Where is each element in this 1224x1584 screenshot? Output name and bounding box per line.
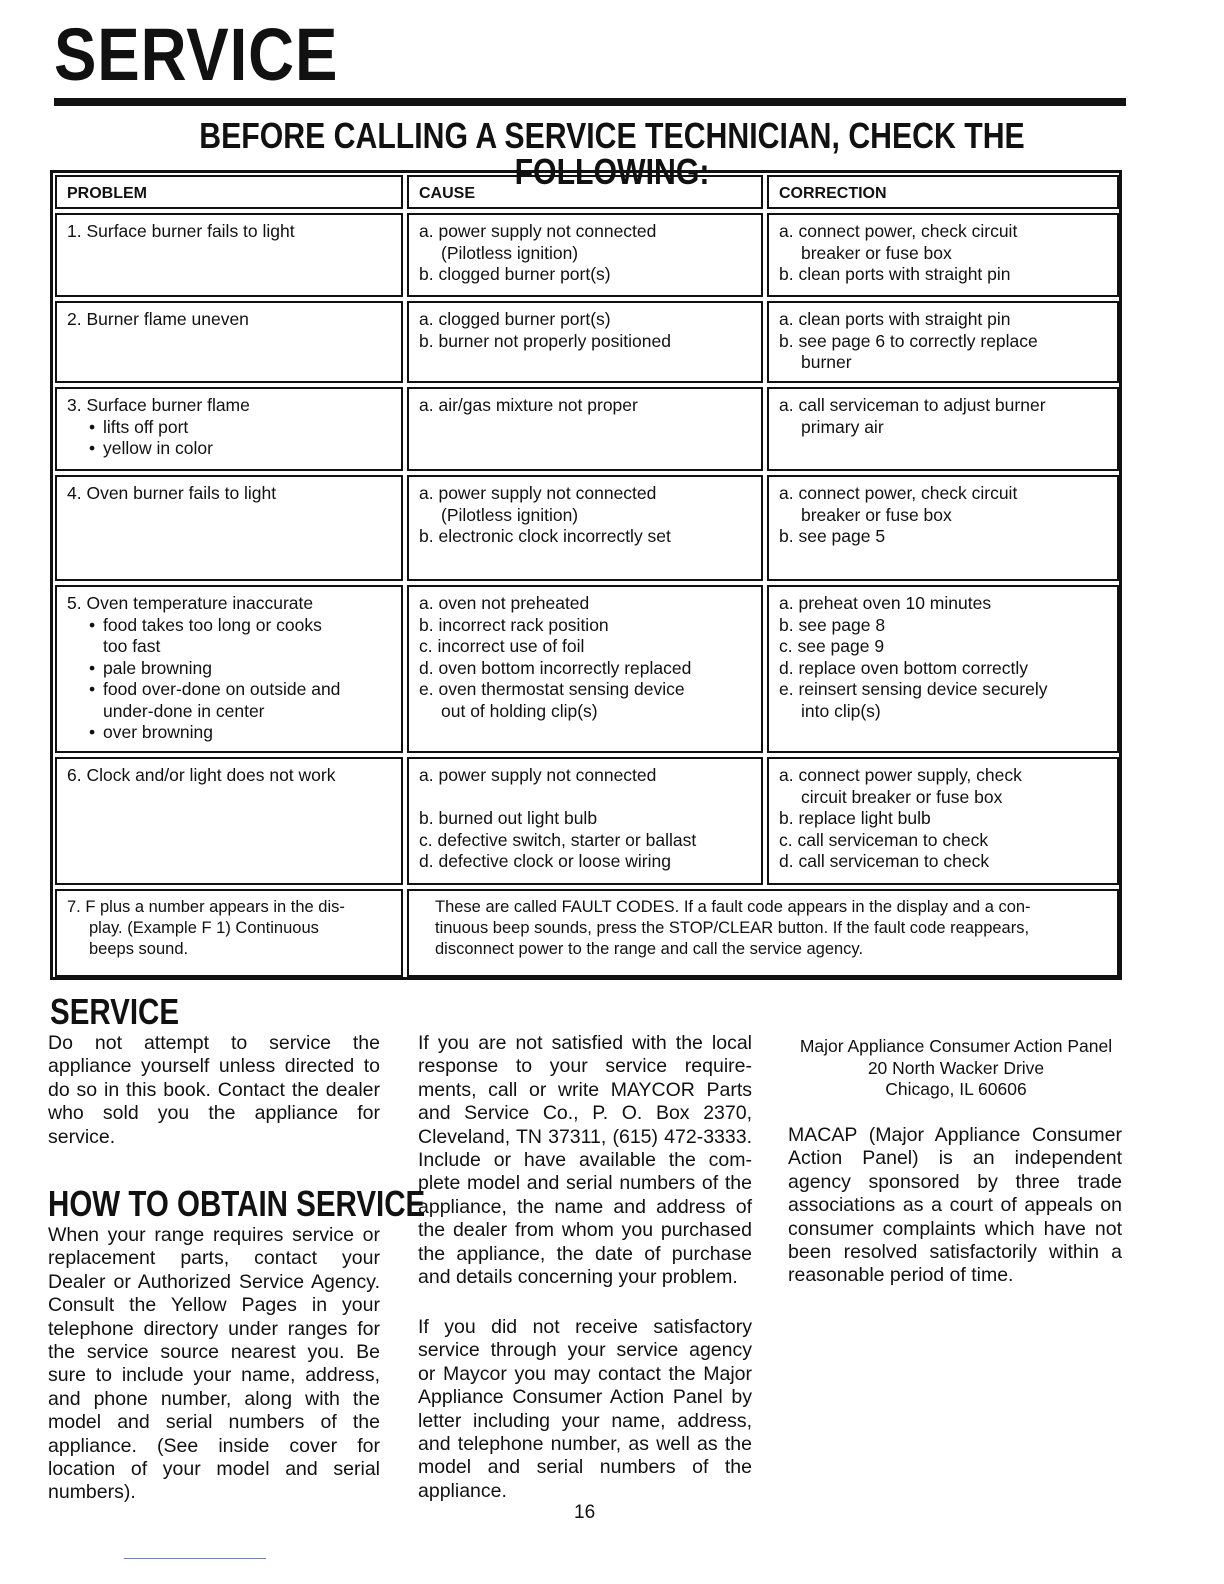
header-cause: CAUSE [407, 175, 763, 209]
row5-cause-d: d. oven bottom incorrectly replaced [419, 657, 692, 678]
row6-cause-spacer [419, 787, 751, 809]
row4-corr-b: b. see page 5 [779, 526, 886, 546]
page-number: 16 [574, 1502, 596, 1523]
row3-corr-a2: primary air [801, 416, 884, 437]
row6-cause-a: a. power supply not connected [419, 765, 657, 785]
row7-problem [55, 889, 403, 977]
row2-corr-b: b. see page 6 to correctly replace [779, 330, 1038, 351]
row5-corr-e2: into clip(s) [801, 700, 881, 721]
row6-correction [767, 757, 1119, 885]
row2-problem [55, 301, 403, 383]
macap-address [786, 1036, 1126, 1101]
row3-cause-a: a. air/gas mixture not proper [419, 395, 638, 415]
row3-correction [767, 387, 1119, 471]
row4-cause-a2: (Pilotless ignition) [441, 504, 579, 525]
row6-corr-c: c. call serviceman to check [779, 829, 989, 850]
row1-corr-b: b. clean ports with straight pin [779, 264, 1011, 284]
row3-cause [407, 387, 763, 471]
row5-correction [767, 585, 1119, 753]
row5-cause-b: b. incorrect rack position [419, 614, 609, 635]
row1-cause-a2: (Pilotless ignition) [441, 242, 579, 263]
row4-problem-line: 4. Oven burner fails to light [67, 483, 277, 503]
row1-correction [767, 213, 1119, 297]
row1-cause-b: b. clogged burner port(s) [419, 264, 611, 284]
maycor-paragraph: If you are not satisfied with the local response to your service require-ments, call or write MAYCOR Parts and Service Co., P. O. Box 2370, Cleveland, TN 37311, (615) 472-3333. Include or have available the com-plete model and serial numbers of the appliance, the name and address of the dealer from whom you purchased the appliance, the date of purchase and details concerning your problem. [418, 1032, 752, 1289]
row6-cause-d: d. defective clock or loose wiring [419, 851, 671, 871]
row5-problem-bullet: • pale browning [67, 658, 391, 680]
row5-corr-b: b. see page 8 [779, 614, 886, 635]
service-heading: SERVICE [50, 991, 180, 1032]
row1-problem [55, 213, 403, 297]
macap-description: MACAP (Major Appliance Consumer Action Panel) is an independent agency sponsored by three trade associations as a court of appeals on consumer complaints which have not been resolved satisfactorily within a reasonable period of time. [788, 1124, 1122, 1287]
row6-cause-c: c. defective switch, starter or ballast [419, 829, 697, 850]
row4-cause-b: b. electronic clock incorrectly set [419, 526, 671, 546]
address-line: 20 North Wacker Drive [867, 1057, 1045, 1078]
macap-contact-paragraph: If you did not receive satisfactory service through your service agency or Maycor you may contact the Major Appliance Consumer Action Panel by letter including your name, address, and telephone number, as well as the model and serial numbers of the appliance. [418, 1316, 752, 1502]
row2-cause-a: a. clogged burner port(s) [419, 309, 611, 329]
row5-problem-line: 5. Oven temperature inaccurate [67, 593, 314, 613]
header-correction: CORRECTION [767, 175, 1119, 209]
row2-corr-b2: burner [801, 352, 852, 372]
address-line: Major Appliance Consumer Action Panel [799, 1036, 1113, 1056]
address-line: Chicago, IL 60606 [885, 1079, 1027, 1099]
row5-cause-e2: out of holding clip(s) [441, 700, 598, 721]
row5-problem-cont: under-done in center [103, 700, 265, 721]
row5-problem-bullet: • over browning [67, 722, 391, 744]
row7-fault-line: disconnect power to the range and call the service agency. [435, 940, 864, 958]
row4-corr-a: a. connect power, check circuit [779, 483, 1018, 503]
row1-problem-line: 1. Surface burner fails to light [67, 221, 295, 241]
row7-problem-cont: beeps sound. [89, 940, 189, 958]
row6-problem [55, 757, 403, 885]
row5-problem-cont: too fast [103, 636, 161, 656]
row4-corr-a2: breaker or fuse box [801, 504, 952, 525]
row5-corr-a: a. preheat oven 10 minutes [779, 593, 992, 613]
row5-corr-d: d. replace oven bottom correctly [779, 657, 1029, 678]
row3-corr-a: a. call serviceman to adjust burner [779, 395, 1046, 415]
row2-problem-line: 2. Burner flame uneven [67, 309, 249, 329]
row2-corr-a: a. clean ports with straight pin [779, 309, 1011, 329]
row7-problem-line: 7. F plus a number appears in the dis- [67, 898, 345, 916]
footer-rule [124, 1558, 266, 1559]
row6-corr-b: b. replace light bulb [779, 808, 931, 828]
row6-cause [407, 757, 763, 885]
row5-problem-bullet: • food takes too long or cooks [67, 615, 391, 637]
row6-cause-b: b. burned out light bulb [419, 808, 598, 828]
row3-problem [55, 387, 403, 471]
row6-corr-a: a. connect power supply, check [779, 765, 1022, 785]
row5-cause-c: c. incorrect use of foil [419, 636, 585, 656]
row5-problem [55, 585, 403, 753]
row2-cause-b: b. burner not properly positioned [419, 330, 671, 351]
service-paragraph: Do not attempt to service the appliance yourself unless directed to do so in this book. Contact the dealer who sold you the appliance for service. [48, 1032, 380, 1148]
row5-cause-a: a. oven not preheated [419, 593, 590, 613]
row1-cause [407, 213, 763, 297]
row6-corr-d: d. call serviceman to check [779, 851, 990, 871]
row1-corr-a: a. connect power, check circuit [779, 221, 1018, 241]
row7-problem-cont: play. (Example F 1) Continuous [89, 919, 319, 937]
row1-corr-a2: breaker or fuse box [801, 242, 952, 263]
row6-corr-a2: circuit breaker or fuse box [801, 786, 1003, 807]
title-rule [54, 98, 1126, 106]
row5-corr-c: c. see page 9 [779, 636, 885, 656]
troubleshooting-table [50, 170, 1122, 980]
page-title: SERVICE [54, 13, 339, 96]
page-subtitle: BEFORE CALLING A SERVICE TECHNICIAN, CHECK THE FOLLOWING: [199, 115, 1025, 192]
row5-problem-bullet: • food over-done on outside and [67, 679, 391, 701]
row3-problem-bullet: • lifts off port [67, 417, 391, 439]
row3-problem-line: 3. Surface burner flame [67, 395, 250, 415]
row5-cause [407, 585, 763, 753]
row2-cause [407, 301, 763, 383]
row1-cause-a: a. power supply not connected [419, 221, 657, 241]
row4-cause [407, 475, 763, 581]
row7-fault-codes [407, 889, 1119, 977]
row7-fault-line: tinuous beep sounds, press the STOP/CLEAR button. If the fault code reappears, [435, 919, 1030, 937]
row4-correction [767, 475, 1119, 581]
header-problem: PROBLEM [55, 175, 403, 209]
row7-fault-line: These are called FAULT CODES. If a fault code appears in the display and a con- [435, 898, 1031, 916]
row5-cause-e: e. oven thermostat sensing device [419, 679, 685, 699]
row2-correction [767, 301, 1119, 383]
obtain-service-paragraph: When your range requires service or replacement parts, contact your Dealer or Authorized Service Agency. Consult the Yellow Pages in your telephone directory under ranges for the service source nearest you. Be sure to include your name, address, and phone number, along with the model and serial numbers of the appliance. (See inside cover for location of your model and serial numbers). [48, 1224, 380, 1504]
row4-cause-a: a. power supply not connected [419, 483, 657, 503]
row5-corr-e: e. reinsert sensing device securely [779, 679, 1048, 699]
row3-problem-bullet: • yellow in color [67, 438, 391, 460]
row6-problem-line: 6. Clock and/or light does not work [67, 765, 336, 785]
row4-problem [55, 475, 403, 581]
obtain-service-heading: HOW TO OBTAIN SERVICE [48, 1183, 426, 1224]
